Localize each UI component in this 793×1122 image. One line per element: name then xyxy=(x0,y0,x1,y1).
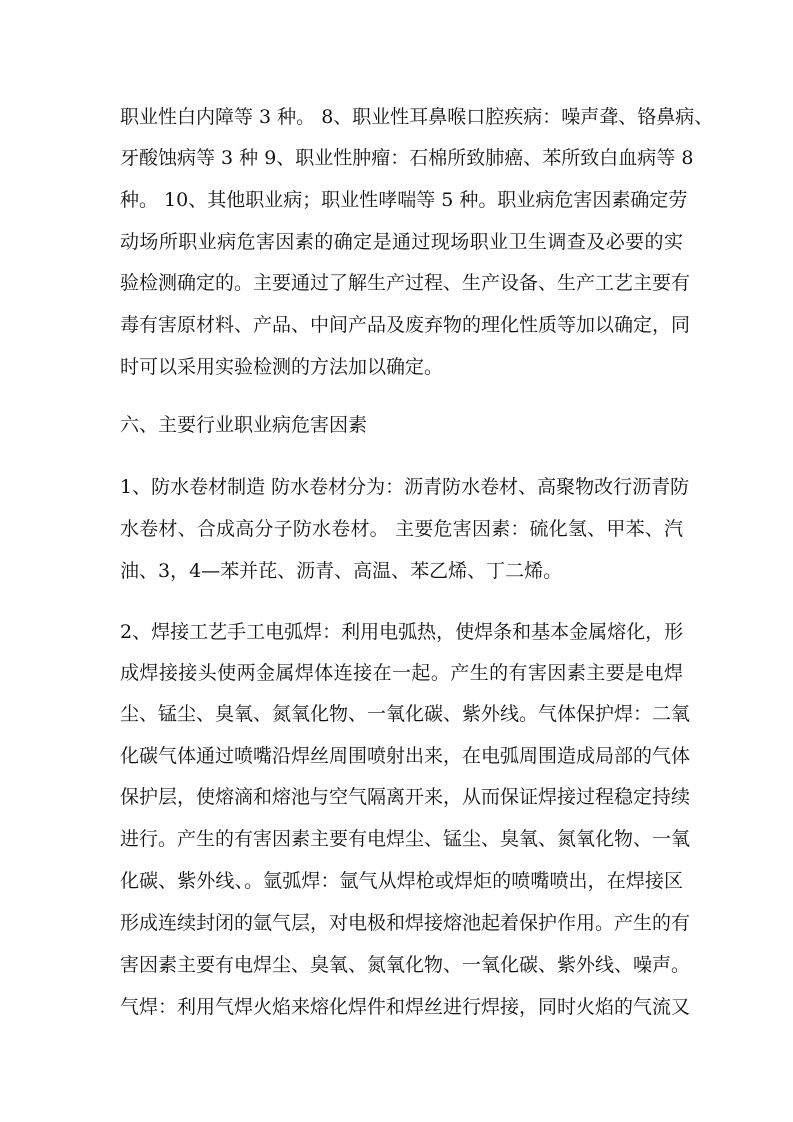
paragraph-line: 形成连续封闭的氩气层，对电极和焊接熔池起着保护作用。产生的有 xyxy=(120,912,691,934)
paragraph-line: 成焊接接头使两金属焊体连接在一起。产生的有害因素主要是电焊 xyxy=(120,662,683,684)
paragraph-line: 化碳、紫外线、。氩弧焊：氩气从焊枪或焊炬的喷嘴喷出，在焊接区 xyxy=(120,870,683,892)
paragraph-line: 1、防水卷材制造 防水卷材分为：沥青防水卷材、高聚物改行沥青防 xyxy=(120,476,690,498)
paragraph-line: 毒有害原材料、产品、中间产品及废弃物的理化性质等加以确定，同 xyxy=(120,314,691,336)
paragraph-line: 2、焊接工艺手工电弧焊：利用电弧热，使焊条和基本金属熔化，形 xyxy=(120,621,684,643)
paragraph-line: 进行。产生的有害因素主要有电焊尘、锰尘、臭氧、氮氧化物、一氧 xyxy=(120,828,691,850)
paragraph-line: 害因素主要有电焊尘、臭氧、氮氧化物、一氧化碳、紫外线、噪声。 xyxy=(120,954,691,976)
paragraph-line: 气焊：利用气焊火焰来熔化焊件和焊丝进行焊接，同时火焰的气流又 xyxy=(120,996,691,1018)
paragraph-line: 油、3，4—苯并芘、沥青、高温、苯乙烯、丁二烯。 xyxy=(120,560,563,582)
section-heading: 六、主要行业职业病危害因素 xyxy=(120,414,368,436)
paragraph-line: 动场所职业病危害因素的确定是通过现场职业卫生调查及必要的实 xyxy=(120,231,683,253)
paragraph-line: 化碳气体通过喷嘴沿焊丝周围喷射出来，在电弧周围造成局部的气体 xyxy=(120,745,691,767)
paragraph-line: 牙酸蚀病等 3 种 9、职业性肿瘤：石棉所致肺癌、苯所致白血病等 8 xyxy=(120,147,694,169)
paragraph-line: 时可以采用实验检测的方法加以确定。 xyxy=(120,356,444,378)
paragraph-line: 种。 10、其他职业病；职业性哮喘等 5 种。职业病危害因素确定劳 xyxy=(120,189,688,211)
paragraph-line: 保护层，使熔滴和熔池与空气隔离开来，从而保证焊接过程稳定持续 xyxy=(120,786,691,808)
paragraph-line: 尘、锰尘、臭氧、氮氧化物、一氧化碳、紫外线。气体保护焊：二氧 xyxy=(120,703,691,725)
paragraph-line: 职业性白内障等 3 种。 8、职业性耳鼻喉口腔疾病：噪声聋、铬鼻病、 xyxy=(120,106,714,128)
paragraph-line: 验检测确定的。主要通过了解生产过程、生产设备、生产工艺主要有 xyxy=(120,272,691,294)
paragraph-line: 水卷材、合成高分子防水卷材。 主要危害因素：硫化氢、甲苯、汽 xyxy=(120,518,683,540)
